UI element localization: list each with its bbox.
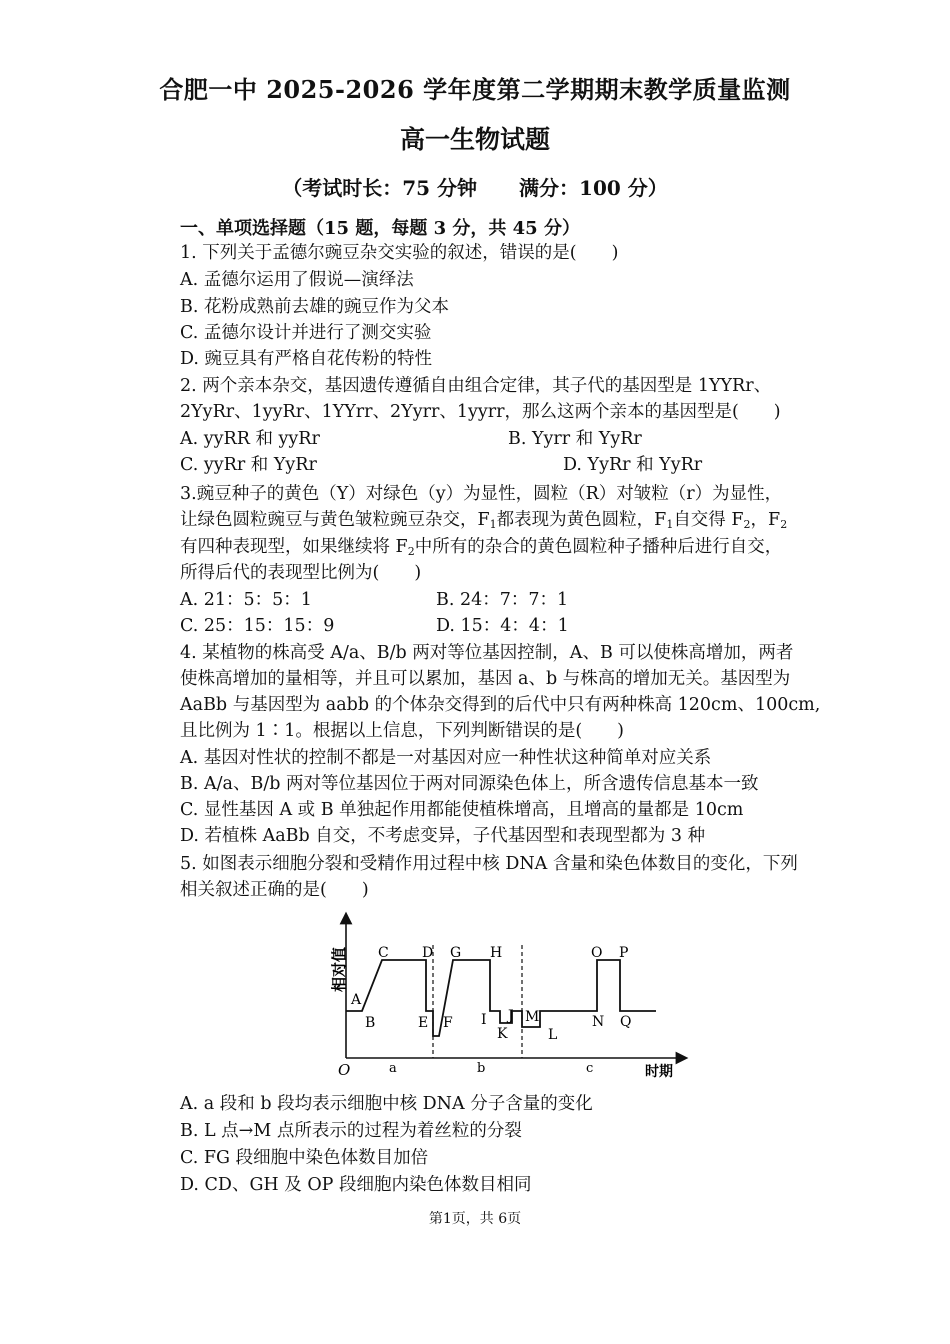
q3-option-b: B. 24：7：7：1 <box>436 590 569 610</box>
point-label-i: I <box>481 1012 487 1028</box>
point-label-p: P <box>619 945 629 961</box>
point-label-a: A <box>351 992 362 1008</box>
q5-option-a: A. a 段和 b 段均表示细胞中核 DNA 分子含量的变化 <box>180 1094 593 1114</box>
exam-time: （考试时长：75 分钟 <box>282 176 478 200</box>
q4-stem-line4: 且比例为 1∶1。根据以上信息，下列判断错误的是( ) <box>180 721 624 741</box>
point-label-o: O <box>591 945 603 961</box>
point-label-g: G <box>450 945 462 961</box>
point-label-f: F <box>443 1015 453 1031</box>
q2-option-a: A. yyRR 和 yyRr <box>180 429 320 449</box>
section-heading: 一、单项选择题（15 题，每题 3 分，共 45 分） <box>180 218 580 239</box>
q1-stem: 1. 下列关于孟德尔豌豆杂交实验的叙述，错误的是( ) <box>180 243 619 263</box>
q4-option-d: D. 若植株 AaBb 自交，不考虑变异，子代基因型和表现型都为 3 种 <box>180 826 706 846</box>
q5-stem-line2: 相关叙述正确的是( ) <box>180 880 369 900</box>
q2-option-b: B. Yyrr 和 YyRr <box>508 429 642 449</box>
q4-option-c: C. 显性基因 A 或 B 单独起作用都能使植株增高，且增高的量都是 10cm <box>180 800 744 820</box>
point-label-k: K <box>497 1026 508 1042</box>
q3-option-c: C. 25：15：15：9 <box>180 616 335 636</box>
q5-option-b: B. L 点→M 点所表示的过程为着丝粒的分裂 <box>180 1121 522 1141</box>
exam-subtitle: 高一生物试题 <box>399 125 550 154</box>
q4-stem-line3: AaBb 与基因型为 aabb 的个体杂交得到的后代中只有两种株高 120cm、100cm, <box>180 695 821 715</box>
q2-stem-line2: 2YyRr、1yyRr、1YYrr、2Yyrr、1yyrr，那么这两个亲本的基因型是( ) <box>180 402 781 422</box>
origin-label: O <box>338 1061 351 1079</box>
point-label-h: H <box>490 945 503 961</box>
point-label-n: N <box>592 1014 605 1030</box>
q1-option-b: B. 花粉成熟前去雄的豌豆作为父本 <box>180 297 449 317</box>
q5-option-d: D. CD、GH 及 OP 段细胞内染色体数目相同 <box>180 1175 532 1195</box>
q3-stem-line3: 有四种表现型，如果继续将 $F_2$中所有的杂合的黄色圆粒种子播种后进行自交， <box>180 537 783 558</box>
q2-stem-line1: 2. 两个亲本杂交，基因遗传遵循自由组合定律，其子代的基因型是 1YYRr、 <box>180 376 772 396</box>
q3-stem-line1: 3.豌豆种子的黄色（Y）对绿色（y）为显性，圆粒（R）对皱粒（r）为显性， <box>180 484 783 504</box>
segment-c-label: c <box>586 1061 594 1076</box>
q3-stem-line4: 所得后代的表现型比例为( ) <box>180 563 422 583</box>
full-score: 满分：100 分） <box>519 176 668 200</box>
q2-option-d: D. YyRr 和 YyRr <box>563 455 703 475</box>
point-label-e: E <box>418 1015 429 1031</box>
q1-option-a: A. 孟德尔运用了假说—演绎法 <box>180 270 414 290</box>
q3-option-d: D. 15：4：4：1 <box>436 616 569 636</box>
point-label-l: L <box>548 1027 558 1043</box>
segment-a-label: a <box>389 1061 397 1076</box>
exam-title: 合肥一中 2025-2026 学年度第二学期期末教学质量监测 <box>159 75 791 104</box>
y-axis-label: 相对值 <box>330 946 348 992</box>
q1-option-c: C. 孟德尔设计并进行了测交实验 <box>180 323 432 343</box>
q3-option-a: A. 21：5：5：1 <box>180 590 312 610</box>
q4-option-b: B. A/a、B/b 两对等位基因位于两对同源染色体上，所含遗传信息基本一致 <box>180 774 759 794</box>
point-label-d: D <box>422 945 434 961</box>
point-label-q: Q <box>620 1014 632 1030</box>
point-label-j: J <box>508 1008 514 1024</box>
point-label-c: C <box>378 945 389 961</box>
q4-stem-line1: 4. 某植物的株高受 A/a、B/b 两对等位基因控制，A、B 可以使株高增加，两者 <box>180 643 794 663</box>
value-curve <box>346 960 656 1036</box>
point-label-b: B <box>365 1015 376 1031</box>
x-axis-label: 时期 <box>645 1064 673 1080</box>
point-label-m: M <box>525 1009 540 1025</box>
page-number: 第1页，共 6页 <box>428 1211 522 1227</box>
segment-b-label: b <box>477 1061 486 1076</box>
q5-stem-line1: 5. 如图表示细胞分裂和受精作用过程中核 DNA 含量和染色体数目的变化，下列 <box>180 854 798 874</box>
q4-stem-line2: 使株高增加的量相等，并且可以累加，基因 a、b 与株高的增加无关。基因型为 <box>180 669 791 689</box>
q2-option-c: C. yyRr 和 YyRr <box>180 455 317 475</box>
q3-stem-line2: 让绿色圆粒豌豆与黄色皱粒豌豆杂交，$F_1$都表现为黄色圆粒，$F_1$自交得 $F_2$，$F_2$ <box>180 510 788 531</box>
q1-option-d: D. 豌豆具有严格自花传粉的特性 <box>180 349 433 369</box>
q4-option-a: A. 基因对性状的控制不都是一对基因对应一种性状这种简单对应关系 <box>180 748 712 768</box>
q5-option-c: C. FG 段细胞中染色体数目加倍 <box>180 1148 429 1168</box>
